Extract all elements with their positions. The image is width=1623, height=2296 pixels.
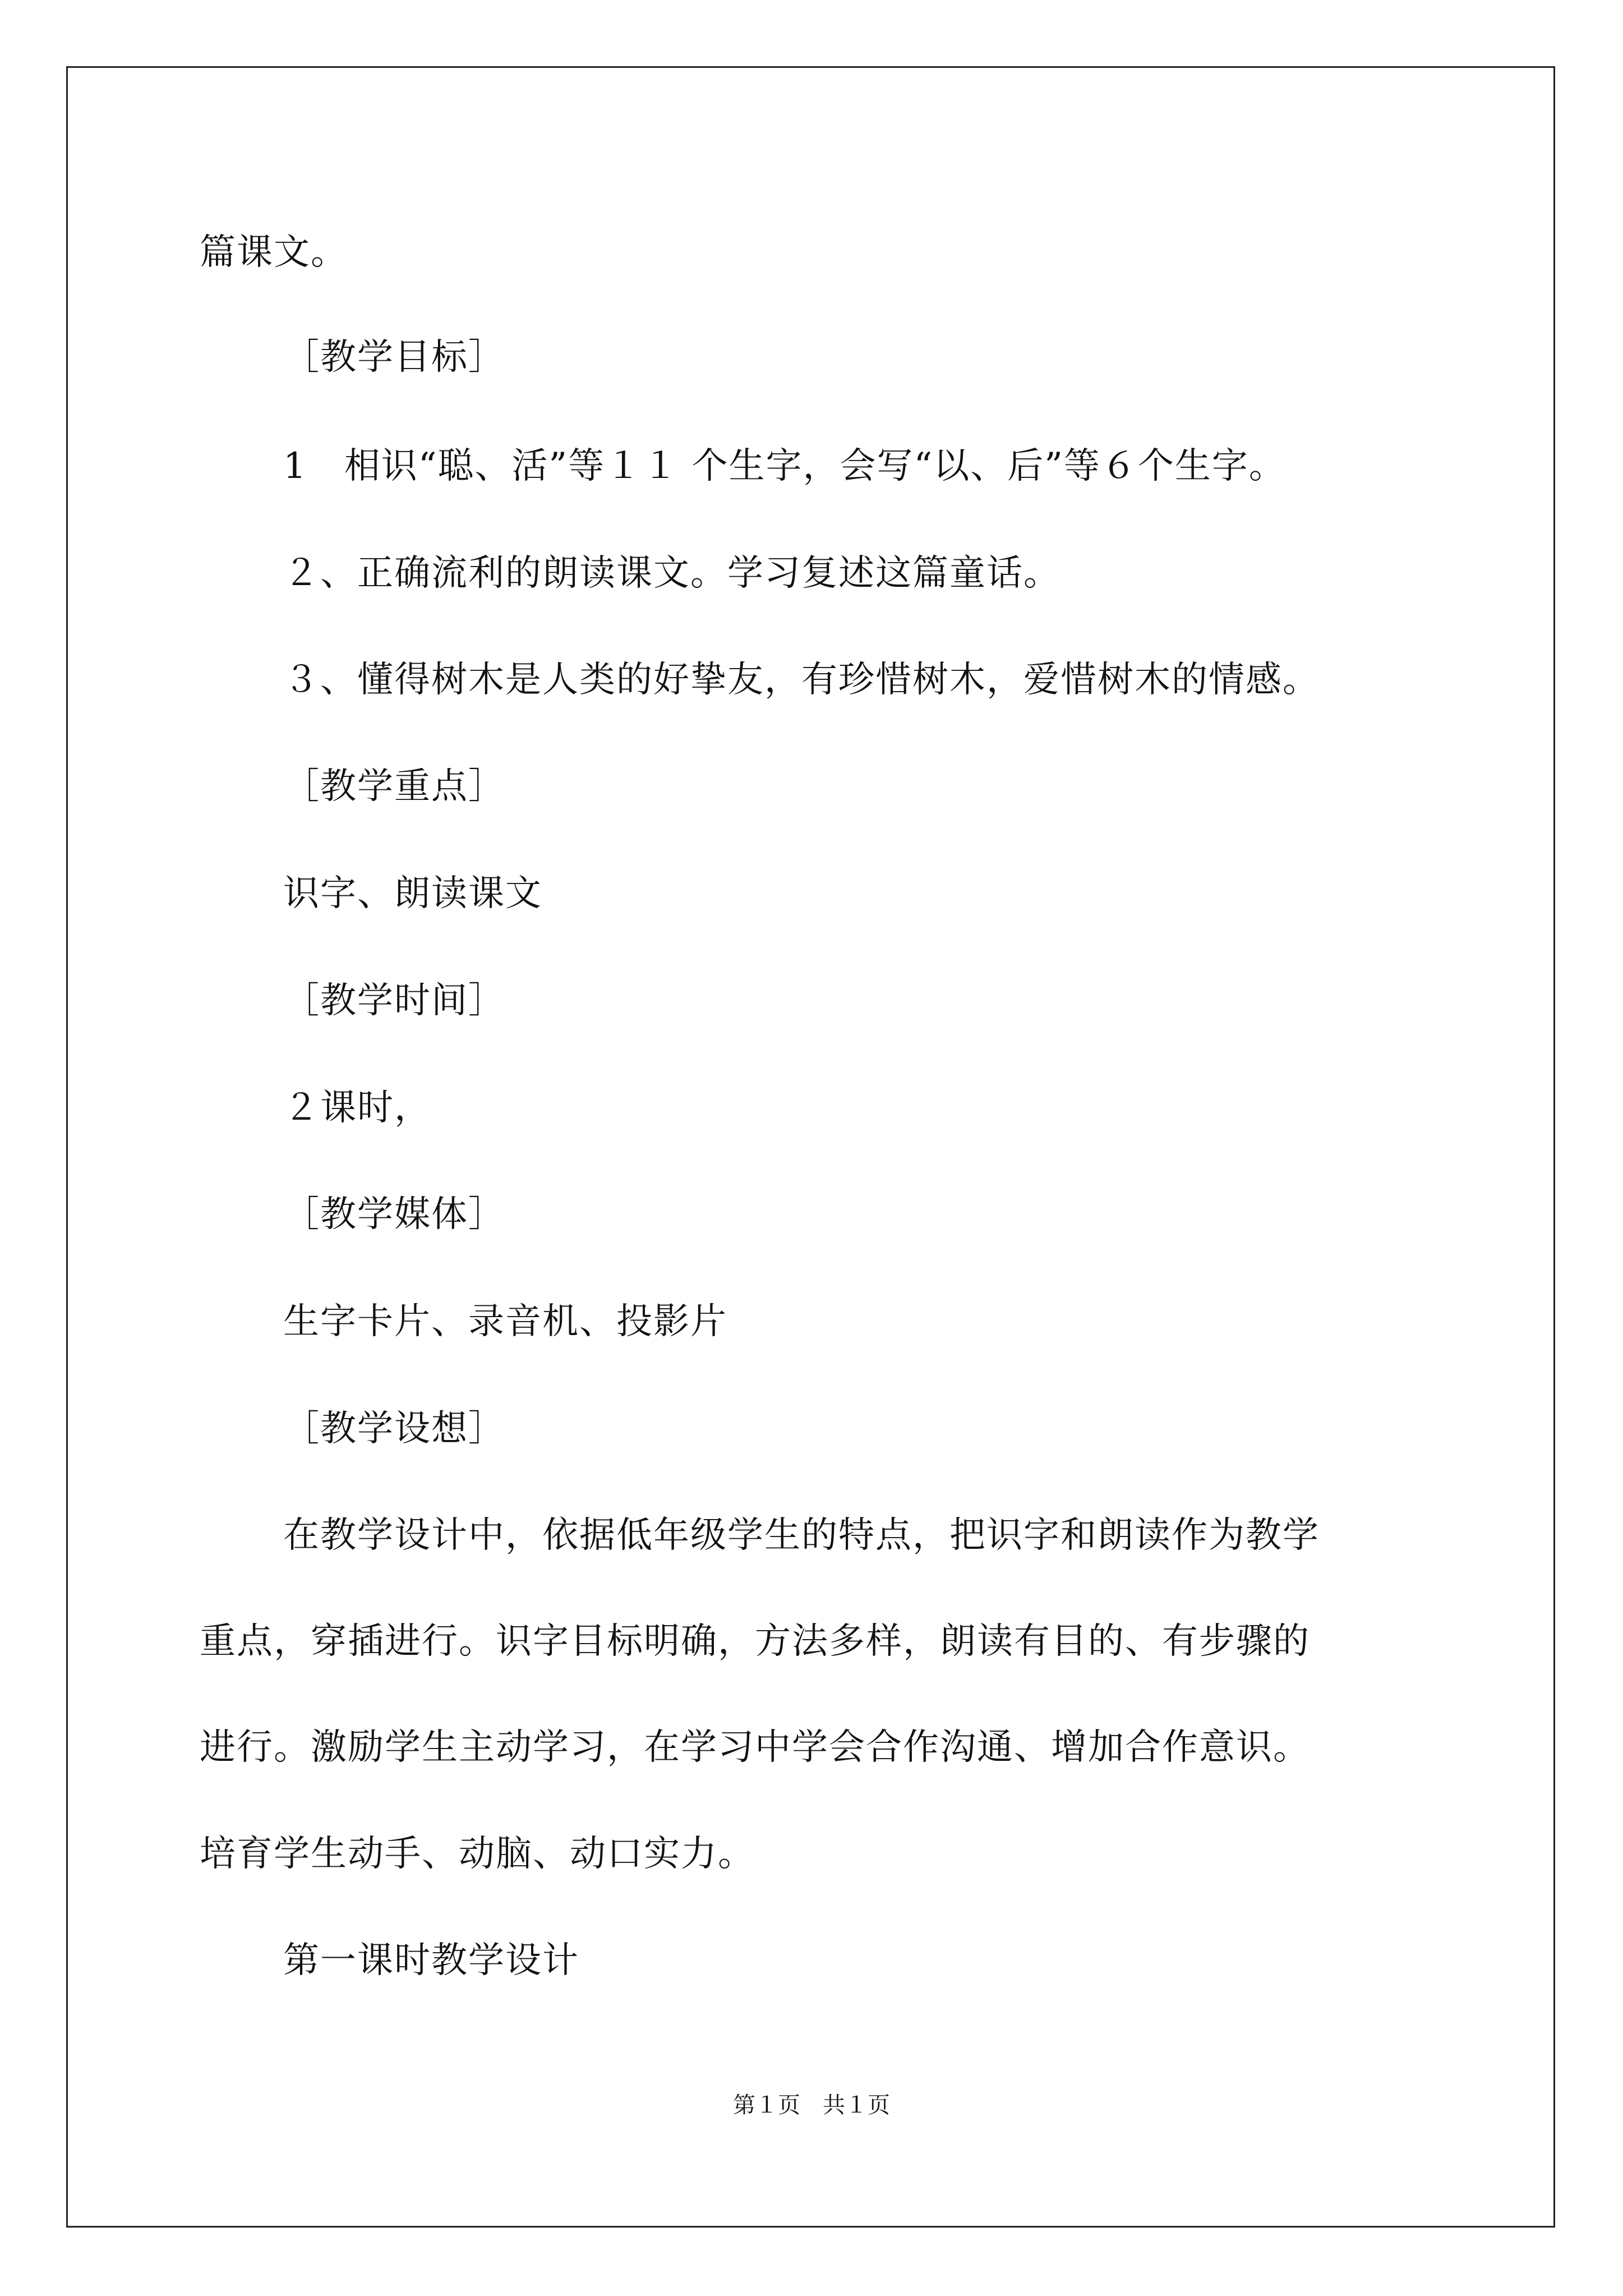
objective-item-3: ３、懂得树木是人类的好挚友，有珍惜树木，爱惜树木的情感。 <box>283 659 1320 701</box>
section-heading-objectives: ［教学目标］ <box>283 337 505 378</box>
lesson-one-heading: 第一课时教学设计 <box>283 1940 579 1981</box>
section-heading-key-points: ［教学重点］ <box>283 766 505 807</box>
key-points-text: 识字、朗读课文 <box>283 873 542 914</box>
objective-item-1: 1 相识“聪、活”等１１ 个生字，会写“以、后”等６个生字。 <box>283 445 1286 487</box>
concept-paragraph-line-1: 在教学设计中，依据低年级学生的特点，把识字和朗读作为教学 <box>283 1515 1320 1556</box>
concept-paragraph-line-3: 进行。激励学生主动学习，在学习中学会合作沟通、增加合作意识。 <box>200 1727 1310 1768</box>
concept-paragraph-line-4: 培育学生动手、动脑、动口实力。 <box>200 1833 755 1875</box>
section-heading-time: ［教学时间］ <box>283 980 505 1022</box>
objective-item-2: ２、正确流利的朗读课文。学习复述这篇童话。 <box>283 553 1061 594</box>
time-text: ２课时， <box>283 1087 431 1129</box>
page-border <box>66 66 1555 2228</box>
concept-paragraph-line-2: 重点，穿插进行。识字目标明确，方法多样，朗读有目的、有步骤的 <box>200 1621 1310 1662</box>
page-number-footer: 第１页 共１页 <box>733 2092 890 2118</box>
media-text: 生字卡片、录音机、投影片 <box>283 1301 727 1342</box>
section-heading-concept: ［教学设想］ <box>283 1408 505 1450</box>
text-line-continuation: 篇课文。 <box>200 232 348 273</box>
section-heading-media: ［教学媒体］ <box>283 1194 505 1235</box>
